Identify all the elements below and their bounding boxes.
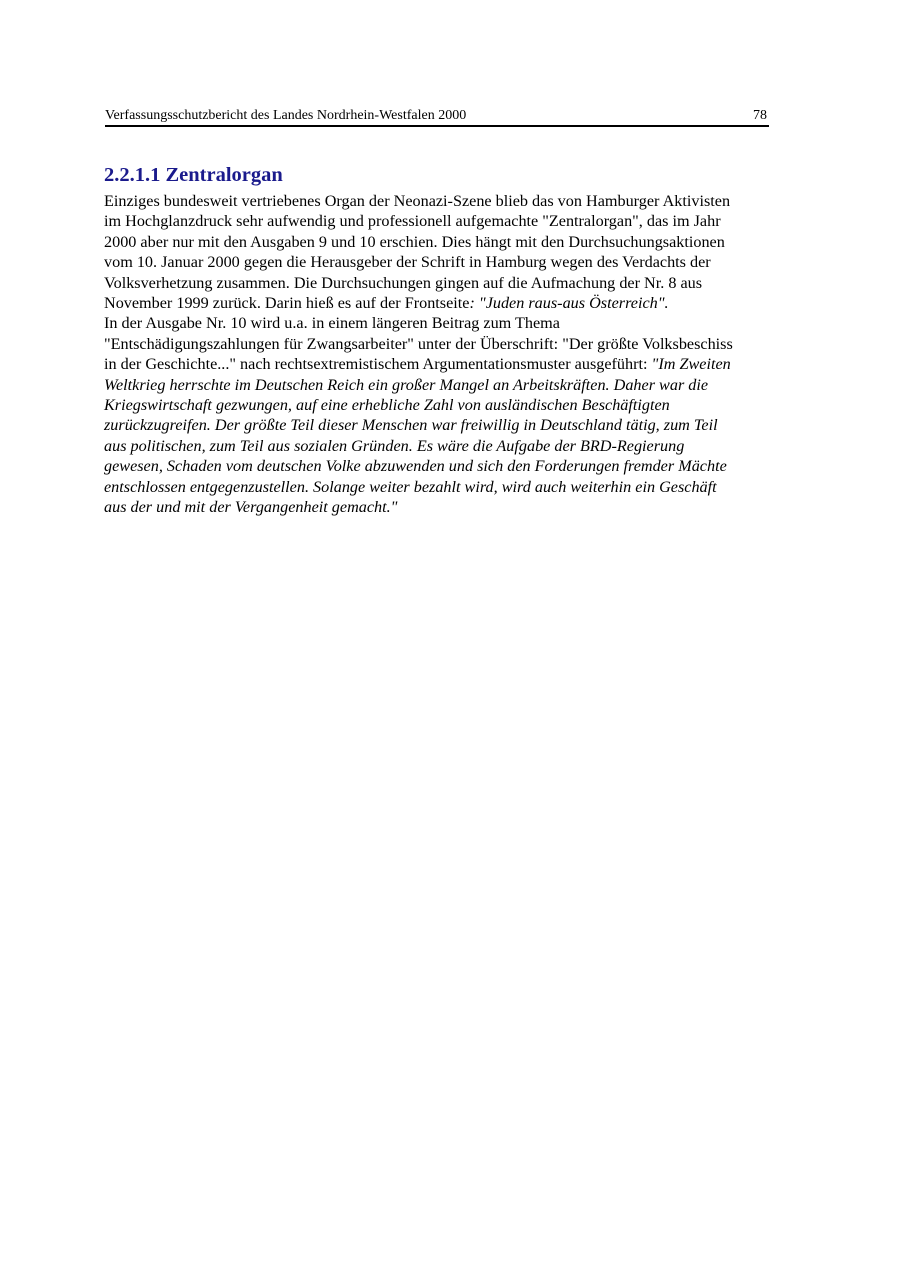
- body-text: [104, 191, 804, 518]
- quote-line: aus der und mit der Vergangenheit gemacht.": [104, 498, 398, 517]
- text-segment: in der Geschichte..." nach rechtsextremistischem Argumentationsmuster ausgeführt:: [104, 355, 652, 374]
- quote-line: zurückzugreifen. Der größte Teil dieser Menschen war freiwillig in Deutschland tätig, zum Teil: [104, 416, 718, 435]
- text-line: im Hochglanzdruck sehr aufwendig und professionell aufgemachte "Zentralorgan", das im Jahr: [104, 212, 721, 231]
- text-line: Einziges bundesweit vertriebenes Organ der Neonazi-Szene blieb das von Hamburger Aktivisten: [104, 192, 731, 210]
- quote-line: aus politischen, zum Teil aus sozialen Gründen. Es wäre die Aufgabe der BRD-Regierung: [104, 436, 685, 455]
- text-segment: November 1999 zurück. Darin hieß es auf der Frontseite: [104, 294, 470, 313]
- text-line: In der Ausgabe Nr. 10 wird u.a. in einem längeren Beitrag zum Thema: [104, 314, 560, 333]
- page-number: 78: [753, 108, 767, 123]
- text-line: vom 10. Januar 2000 gegen die Herausgeber der Schrift in Hamburg wegen des Verdachts der: [104, 253, 711, 272]
- quote-segment: : "Juden raus-aus Österreich".: [469, 294, 669, 313]
- text-line: "Entschädigungszahlungen für Zwangsarbeiter" unter der Überschrift: "Der größte Volksbeschiss: [104, 334, 733, 353]
- quote-segment: "Im Zweiten: [651, 355, 731, 374]
- text-line: 2000 aber nur mit den Ausgaben 9 und 10 erschien. Dies hängt mit den Durchsuchungsaktionen: [104, 232, 725, 251]
- quote-line: entschlossen entgegenzustellen. Solange weiter bezahlt wird, wird auch weiterhin ein Geschäft: [104, 477, 717, 496]
- quote-line: Kriegswirtschaft gezwungen, auf eine erhebliche Zahl von ausländischen Beschäftigten: [104, 396, 670, 415]
- quote-line: gewesen, Schaden vom deutschen Volke abzuwenden und sich den Forderungen fremder Mächte: [104, 457, 727, 476]
- text-line: [104, 293, 804, 313]
- quote-line: Weltkrieg herrschte im Deutschen Reich ein großer Mangel an Arbeitskräften. Daher war die: [104, 375, 709, 394]
- running-header: [105, 107, 769, 127]
- section-heading: 2.2.1.1 Zentralorgan: [104, 164, 283, 186]
- text-line: Volksverhetzung zusammen. Die Durchsuchungen gingen auf die Aufmachung der Nr. 8 aus: [104, 273, 703, 292]
- header-title: Verfassungsschutzbericht des Landes Nordrhein-Westfalen 2000: [105, 108, 467, 123]
- text-line: [104, 354, 804, 374]
